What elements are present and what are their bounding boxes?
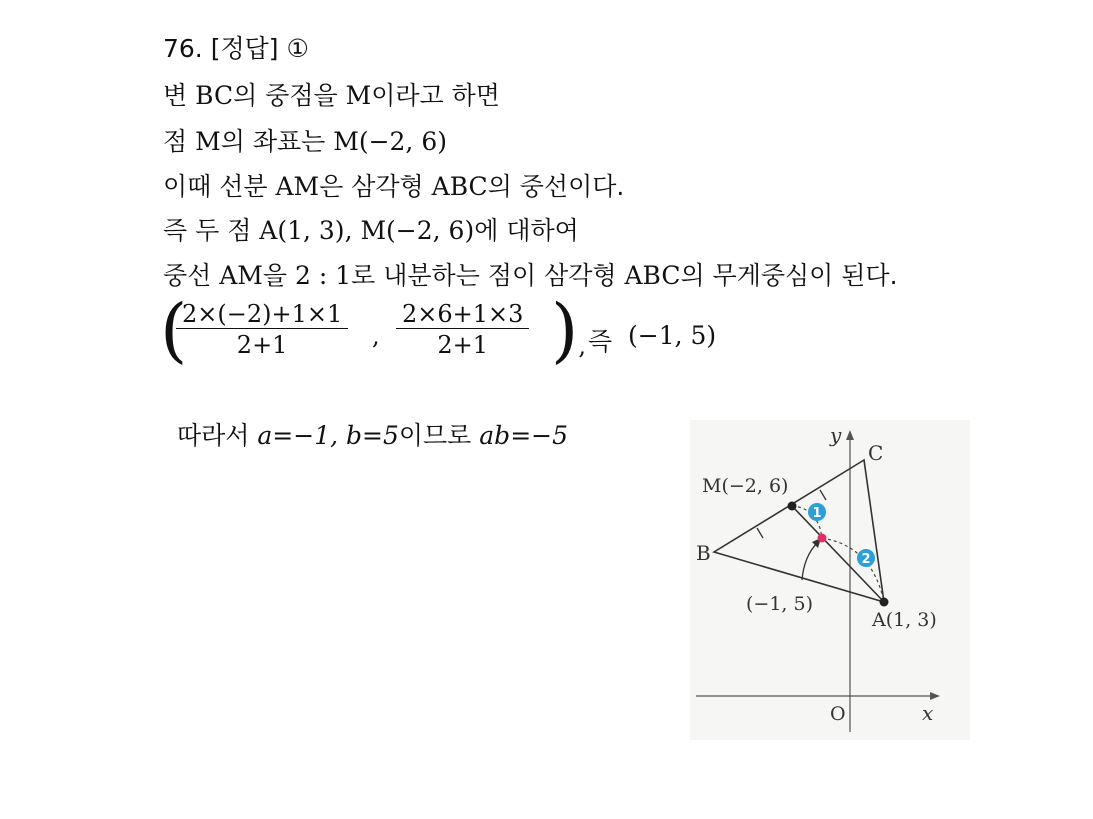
centroid-result: (−1, 5) xyxy=(628,321,717,350)
text-segment: 을 xyxy=(262,261,296,290)
label-b: B xyxy=(696,541,711,565)
math-bc: BC xyxy=(195,81,234,110)
label-c: C xyxy=(868,441,884,465)
conclusion-word: 즉 xyxy=(588,327,613,356)
text-line-3 xyxy=(163,122,447,158)
point-m xyxy=(788,502,797,511)
answer-label: [정답] xyxy=(210,34,279,63)
math-m-coord: M(−2, 6) xyxy=(333,127,447,156)
fraction-x xyxy=(176,300,348,359)
label-m: M(−2, 6) xyxy=(702,475,789,497)
text-segment: 의 좌표는 xyxy=(220,127,334,156)
answer-mark: ① xyxy=(286,34,309,63)
math-ab-value: ab=−5 xyxy=(479,421,568,450)
text-segment: 이라고 하면 xyxy=(371,81,500,110)
x-axis-label: x xyxy=(922,701,934,725)
text-line-4 xyxy=(163,167,624,203)
text-segment: 즉 두 점 xyxy=(163,216,260,245)
right-paren: ), xyxy=(551,289,586,371)
text-segment: 에 대하여 xyxy=(474,216,579,245)
math-ratio: 2 : 1 xyxy=(295,261,352,290)
math-b-value: b=5 xyxy=(346,421,399,450)
text-segment: 따라서 xyxy=(177,421,258,450)
text-segment: 의 중점을 xyxy=(233,81,346,110)
diagram-background xyxy=(690,420,970,740)
point-a xyxy=(880,598,889,607)
fraction-y-numerator: 2×6+1×3 xyxy=(396,300,529,329)
math-m: M xyxy=(345,81,372,110)
text-segment: 이므로 xyxy=(398,421,480,450)
text-segment: 의 무게중심이 된다. xyxy=(680,261,898,290)
text-line-5 xyxy=(163,211,579,247)
formula-comma: , xyxy=(372,322,380,350)
text-segment: 이때 선분 xyxy=(163,172,276,201)
ratio-badge-2-text: 2 xyxy=(861,552,871,567)
label-a: A(1, 3) xyxy=(872,609,937,631)
fraction-y xyxy=(396,300,529,359)
math-m: M xyxy=(195,127,221,156)
fraction-x-numerator: 2×(−2)+1×1 xyxy=(176,300,348,329)
fraction-x-denominator: 2+1 xyxy=(236,331,288,359)
final-line xyxy=(177,416,568,452)
problem-header xyxy=(163,29,309,65)
label-centroid: (−1, 5) xyxy=(746,593,814,615)
text-segment: 변 xyxy=(163,81,196,110)
math-am: AM xyxy=(275,172,320,201)
math-points: A(1, 3), M(−2, 6) xyxy=(259,216,475,245)
formula-trailing-comma: , xyxy=(578,332,586,360)
fraction-y-denominator: 2+1 xyxy=(437,331,489,359)
problem-number: 76. xyxy=(163,34,203,63)
y-axis-label: y xyxy=(830,423,842,447)
text-segment: 의 중선이다. xyxy=(487,172,625,201)
math-a-value: a=−1, xyxy=(257,421,339,450)
math-abc: ABC xyxy=(431,172,488,201)
left-paren: ( xyxy=(160,289,188,371)
ratio-badge-1-text: 1 xyxy=(812,506,822,521)
centroid-point xyxy=(818,534,827,543)
origin-label: O xyxy=(830,703,846,725)
text-line-6 xyxy=(163,256,898,292)
math-abc: ABC xyxy=(624,261,681,290)
text-segment: 점 xyxy=(163,127,196,156)
math-am: AM xyxy=(219,261,263,290)
text-segment: 로 내분하는 점이 삼각형 xyxy=(351,261,625,290)
text-line-2 xyxy=(163,76,500,112)
text-segment: 은 삼각형 xyxy=(319,172,432,201)
triangle-diagram xyxy=(690,420,970,740)
text-segment: 중선 xyxy=(163,261,220,290)
